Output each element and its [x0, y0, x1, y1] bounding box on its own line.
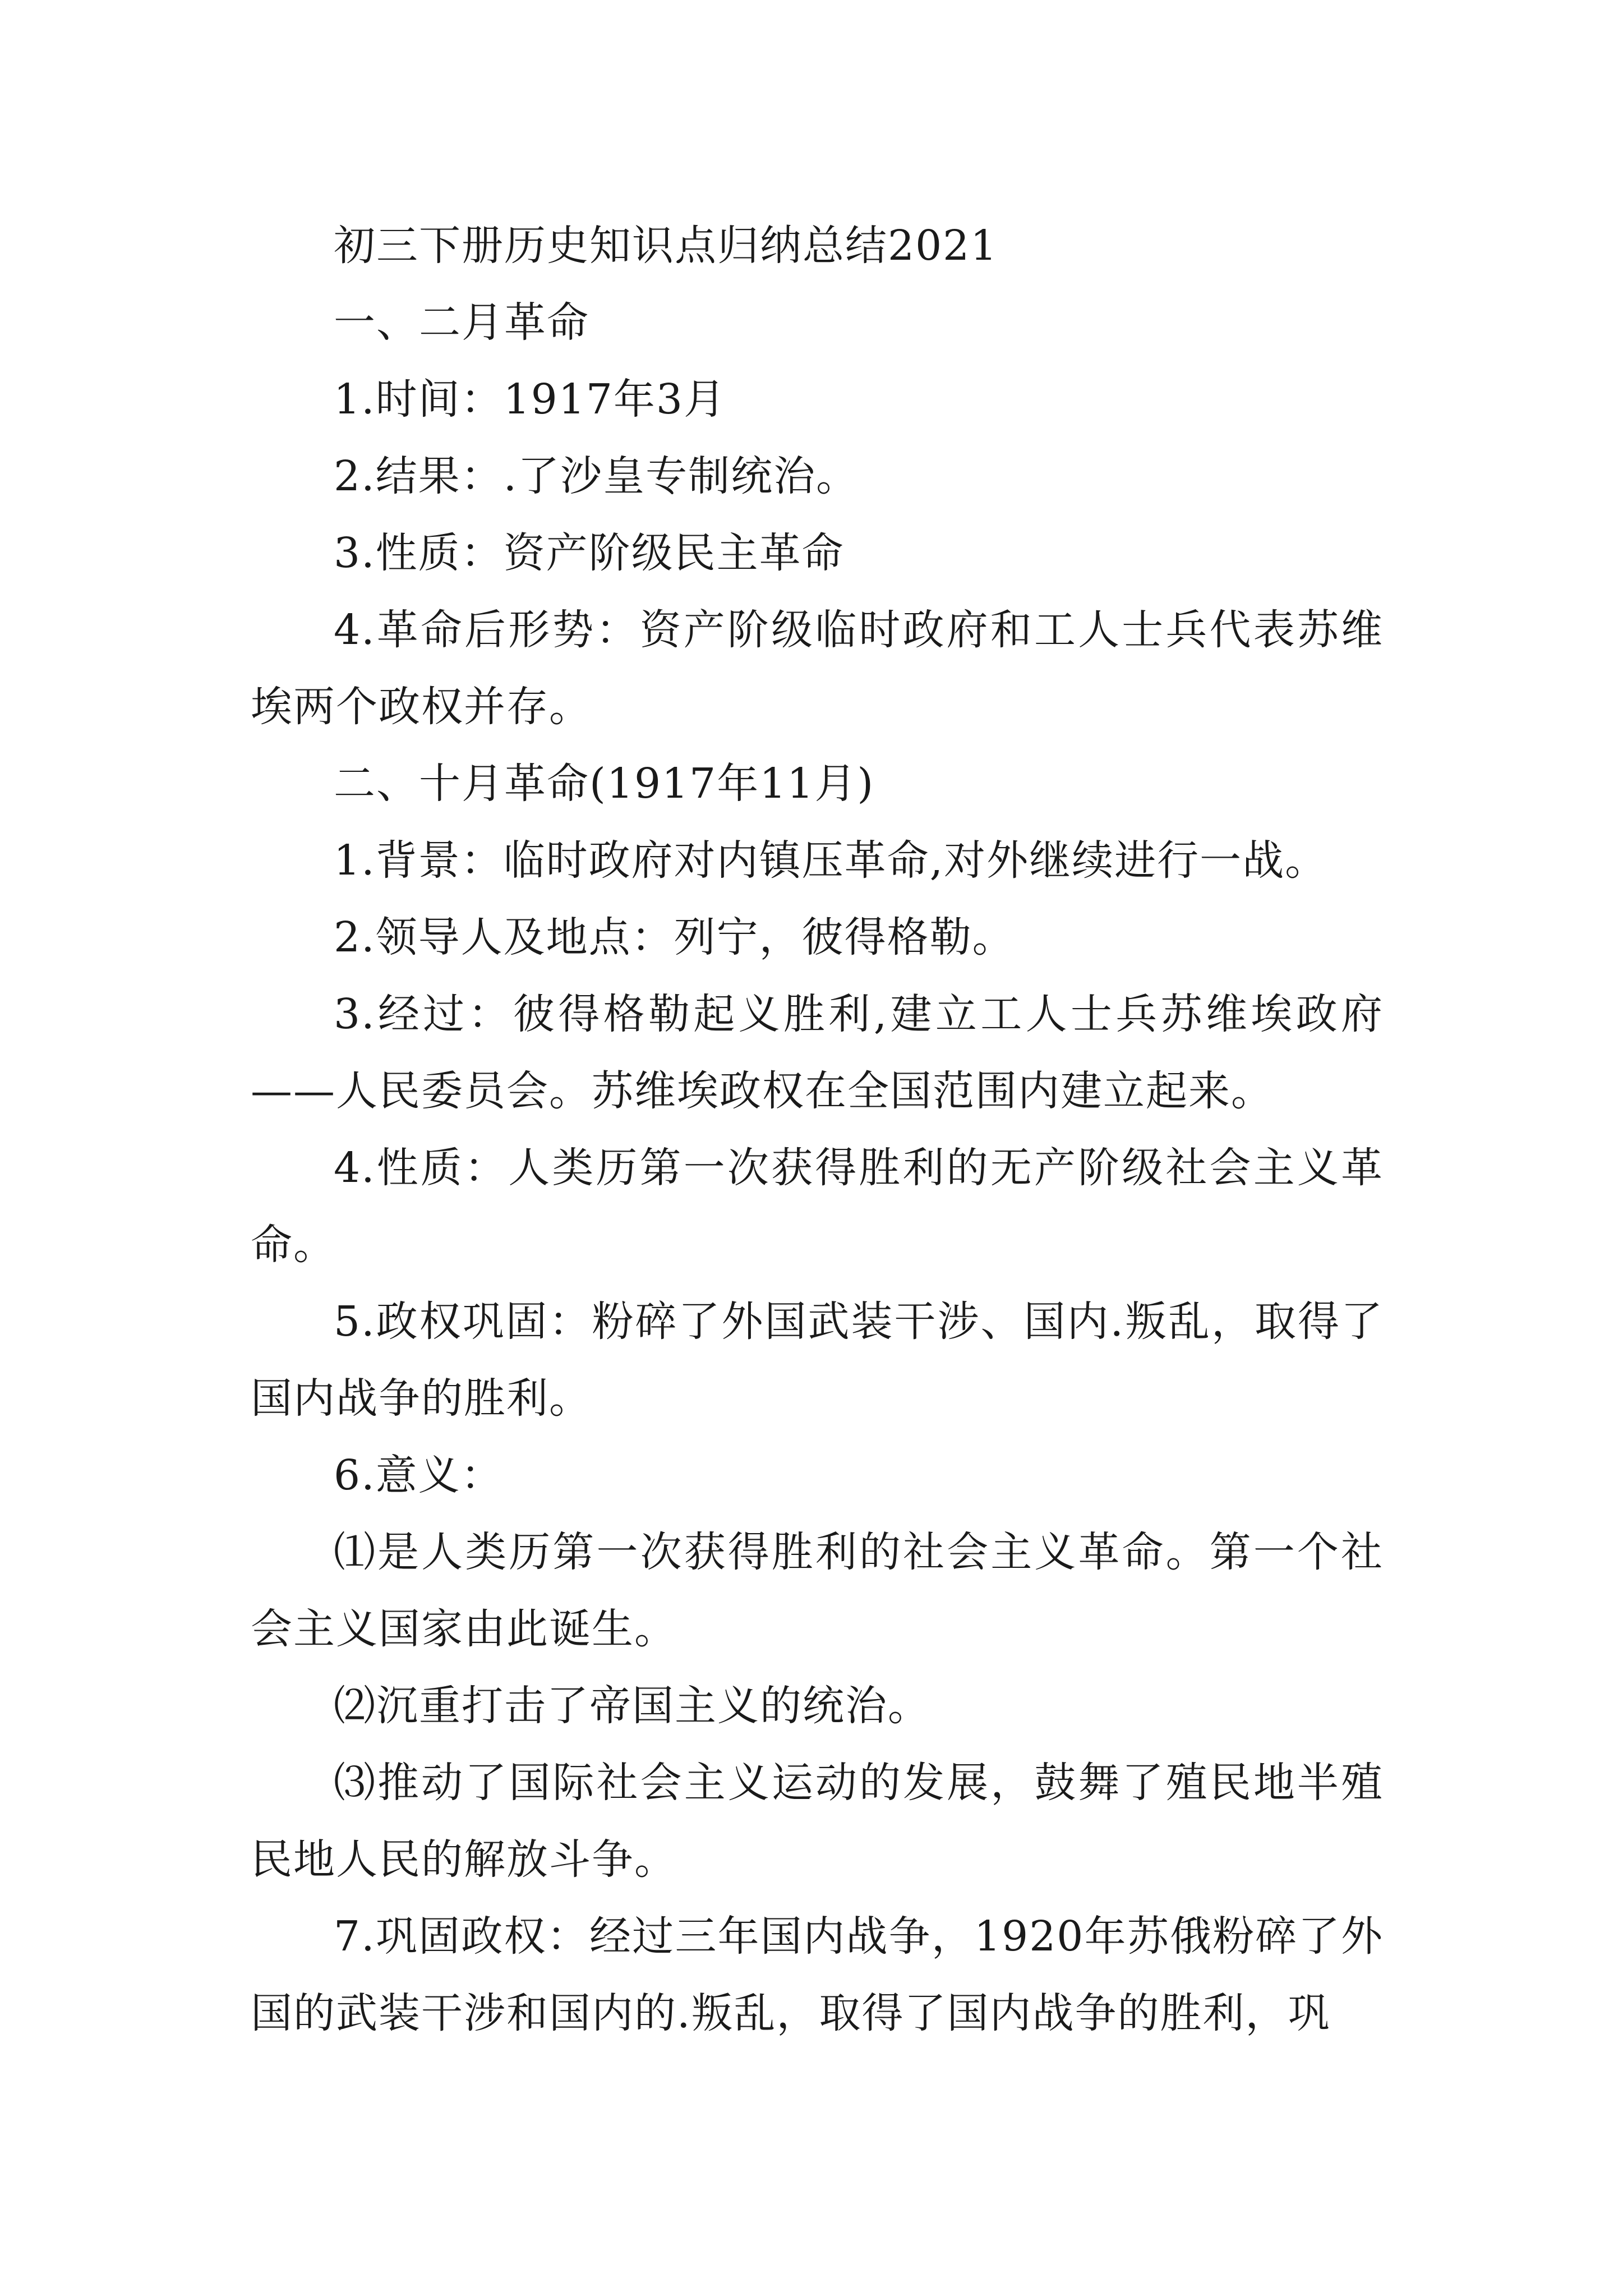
paragraph-significance-3: ⑶推动了国际社会主义运动的发展，鼓舞了殖民地半殖民地人民的解放斗争。 — [251, 1759, 1384, 1884]
paragraph-nature: 3.性质：资产阶级民主革命 — [334, 529, 845, 577]
paragraph-leader-location: 2.领导人及地点：列宁，彼得格勒。 — [334, 913, 1015, 961]
section-heading-february-revolution: 一、二月革命 — [334, 298, 589, 347]
paragraph-significance-2: ⑵沉重打击了帝国主义的统治。 — [334, 1682, 930, 1730]
paragraph-consolidate-power: 7.巩固政权：经过三年国内战争，1920年苏俄粉碎了外国的武装干涉和国内的.叛乱，取得了国内战争的胜利，巩 — [251, 1912, 1384, 2037]
section-heading-october-revolution: 二、十月革命(1917年11月) — [334, 760, 875, 808]
paragraph-result: 2.结果：.了沙皇专制统治。 — [334, 452, 859, 500]
paragraph-background: 1.背景：临时政府对内镇压革命,对外继续进行一战。 — [334, 836, 1328, 885]
document-title: 初三下册历史知识点归纳总结2021 — [334, 222, 998, 270]
paragraph-process: 3.经过：彼得格勒起义胜利,建立工人士兵苏维埃政府——人民委员会。苏维埃政权在全国范围内建立起来。 — [251, 990, 1384, 1115]
paragraph-october-nature: 4.性质：人类历第一次获得胜利的无产阶级社会主义革命。 — [251, 1144, 1384, 1269]
paragraph-consolidation: 5.政权巩固：粉碎了外国武装干涉、国内.叛乱，取得了国内战争的胜利。 — [251, 1297, 1384, 1423]
paragraph-situation: 4.革命后形势：资产阶级临时政府和工人士兵代表苏维埃两个政权并存。 — [251, 606, 1384, 731]
document-body — [251, 208, 1384, 2052]
paragraph-significance-1: ⑴是人类历第一次获得胜利的社会主义革命。第一个社会主义国家由此诞生。 — [251, 1528, 1384, 1653]
paragraph-significance-heading: 6.意义： — [334, 1451, 504, 1499]
paragraph-time: 1.时间：1917年3月 — [334, 375, 727, 424]
